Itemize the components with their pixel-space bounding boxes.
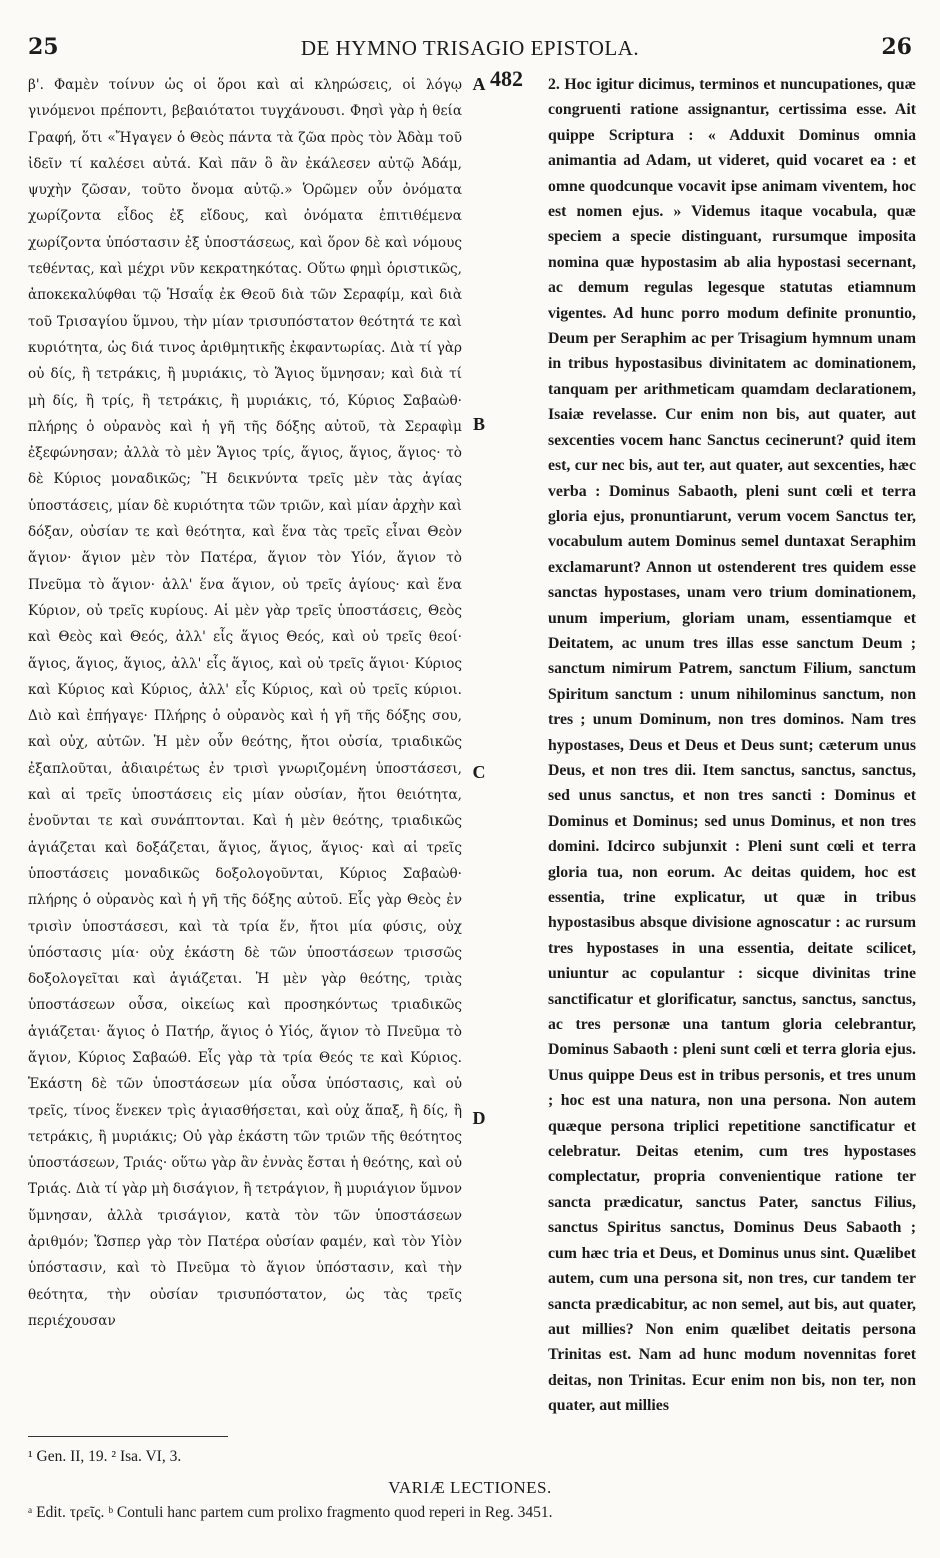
greek-column: β'. Φαμὲν τοίνυν ὡς οἱ ὅροι καὶ αἱ κληρώσεις, οἱ λόγῳ γινόμενοι πρέποντι, βεβαιότατοι τυγχάνουσι. Φησὶ γὰρ ἡ θεία Γραφή, ὅτι «Ἤγαγεν ὁ Θεὸς πάντα τὰ ζῶα πρὸς τὸν Ἀδὰμ τοῦ ἰδεῖν τί καλέσει αὐτά. Καὶ πᾶν ὃ ἂν ἐκάλεσεν αὐτῷ Ἀδάμ, ψυχὴν ζῶσαν, τοῦτο ὄνομα αὐτῷ.» Ὁρῶμεν οὖν ὀνόματα χωρίζοντα εἶδος ἐξ εἴδους, καὶ ὀνόματα ἐπιτιθέμενα χωρίζοντα ὑπόστασιν ἐξ ὑποστάσεως, καὶ ὅρον δὲ καὶ νόμους τεθέντας, καὶ μέχρι νῦν κεκρατηκότας. Οὕτω φημὶ ὁριστικῶς, ἀποκεκαλύφθαι τῷ Ἡσαΐᾳ ἐκ Θεοῦ διὰ τῶν Σεραφίμ, καὶ διὰ τοῦ Τρισαγίου ὕμνου, τὴν μίαν τρισυπόστατον θεότητά τε καὶ κυριότητα, ὡς διά τινος ἀριθμητικῆς ἐκφαντωρίας. Διὰ τί γὰρ οὐ δίς, ἢ τετράκις, ἢ μυριάκις, τὸ Ἅγιος ὕμνησαν; καὶ διὰ τί μὴ δίς, ἢ τρίς, ἢ τετράκις, ἢ μυριάκις, τό, Κύριος Σαβαὼθ· πλήρης ὁ οὐρανὸς καὶ ἡ γῆ τῆς δόξης αὐτοῦ, τὰ Σεραφὶμ ἐξεφώνησαν; ἀλλὰ τὸ μὲν Ἅγιος τρίς, ἅγιος, ἅγιος, ἅγιος· τὸ δὲ Κύριος μοναδικῶς; Ἢ δεικνύντα τρεῖς μὲν τὰς ἁγίας ὑποστάσεις, μίαν δὲ κυριότητα τῶν τριῶν, καὶ μίαν ἀρχὴν καὶ δόξαν, οὐσίαν τε καὶ θεότητα, καὶ ἕνα τὰς τρεῖς εἶναι Θεὸν ἅγιον· ἅγιον μὲν τὸν Πατέρα, ἅγιον τὸν Υἱόν, ἅγιον τὸ Πνεῦμα τὸ ἅγιον· ἀλλ' ἕνα ἅγιον, οὐ τρεῖς ἁγίους· καὶ ἕνα Κύριον, οὐ τρεῖς κυρίους. Αἱ μὲν γὰρ τρεῖς ὑποστάσεις, Θεὸς καὶ Θεὸς καὶ Θεός, ἀλλ' εἷς ἅγιος Θεός, καὶ οὐ τρεῖς θεοί· ἅγιος, ἅγιος, ἅγιος, ἀλλ' εἷς ἅγιος, καὶ οὐ τρεῖς ἅγιοι· Κύριος καὶ Κύριος καὶ Κύριος, ἀλλ' εἷς Κύριος, καὶ οὐ τρεῖς κύριοι. Διὸ καὶ ἐπήγαγε· Πλήρης ὁ οὐρανὸς καὶ ἡ γῆ τῆς δόξης σου, καὶ οὐχ, αὐτῶν. Ἡ μὲν οὖν θεότης, ἤτοι οὐσία, τριαδικῶς ἐξαπλοῦται, ἀδιαιρέτως ἐν τρισὶ γνωριζομένη ὑποστάσεσι, καὶ αἱ τρεῖς ὑποστάσεις εἰς μίαν οὐσίαν, ἤτοι θειότητα, ἑνοῦνται τε καὶ συνάπτονται. Καὶ ἡ μὲν θεότης, τριαδικῶς ἁγιάζεται καὶ δοξάζεται, ἅγιος, ἅγιος, ἅγιος· καὶ αἱ τρεῖς ὑποστάσεις μοναδικῶς δοξολογοῦνται, Κύριος Σαβαὼθ· πλήρης ὁ οὐρανὸς καὶ ἡ γῆ τῆς δόξης αὐτοῦ. Εἷς γὰρ Θεὸς ἐν τρισὶν ὑποστάσεσι, καὶ τὰ τρία ἕν, ἤτοι μία φύσις, οὐχ ὑπόστασις μία· οὐχ ἑκάστη δὲ τῶν ὑποστάσεων τρισσῶς δοξολογεῖται καὶ ἁγιάζεται. Ἡ μὲν γὰρ θεότης, τριὰς ὑποστάσεων οὖσα, οἰκείως καὶ προσηκόντως τριαδικῶς ἁγιάζεται· ἅγιος ὁ Πατήρ, ἅγιος ὁ Υἱός, ἅγιον τὸ Πνεῦμα τὸ ἅγιον, Κύριος Σαβαώθ. Εἷς γὰρ τὰ τρία Θεός τε καὶ Κύριος. Ἑκάστη δὲ τῶν ὑποστάσεων μία οὖσα ὑπόστασις, καὶ οὐ τρεῖς, τίνος ἕνεκεν τρὶς ἁγιασθήσεται, καὶ οὐχ ἅπαξ, ἢ δίς, ἢ τετράκις, ἢ μυριάκις; Οὐ γὰρ ἑκάστη τῶν τριῶν τῆς θεότητος ὑποστάσεων, Τριάς· οὕτω γὰρ ἂν ἐννὰς ἔσται ἡ θεότης, καὶ οὐ Τριάς. Διὰ τί γὰρ μὴ δισάγιον, ἢ τετράγιον, ἢ μυριάγιον ὕμνον ὕμνησαν, ἀλλὰ τρισάγιον, κατὰ τὸν τῶν ὑποστάσεων ἀριθμόν; Ὥσπερ γὰρ τὸν Πατέρα οὐσίαν φαμέν, καὶ τὸν Υἱὸν ὑπόστασιν, καὶ τὸ Πνεῦμα τὸ ἅγιον ὑπόστασιν, καὶ τὴν θεότητα, τὴν οὐσίαν τρισυπόστατον, ὡς τὰς τρεῖς περιέχουσαν (28, 77, 462, 1329)
page-number-left: 25 (28, 34, 59, 60)
latin-column (494, 72, 916, 1419)
margin-letter-c: C (472, 762, 486, 782)
margin-letter-d: D (472, 1108, 486, 1128)
margin-letter-b: B (472, 414, 485, 434)
footnote-rule (28, 1436, 228, 1437)
text-columns (28, 66, 916, 1432)
footnotes: ¹ Gen. II, 19. ² Isa. VI, 3. (28, 1448, 182, 1465)
page-number-right: 26 (881, 34, 912, 60)
running-title: DE HYMNO TRISAGIO EPISTOLA. (300, 36, 640, 60)
margin-letter-a: A (472, 74, 486, 94)
running-header (28, 34, 912, 74)
variae-lectiones-text: ᵃ Edit. τρεῖς. ᵇ Contuli hanc partem cum prolixo fragmento quod reperi in Reg. 3451. (28, 1504, 553, 1521)
column-number: 482 (490, 66, 523, 91)
latin-text: 2. Hoc igitur dicimus, terminos et nuncupationes, quæ congruenti ratione assignantur, certissima esse. Ait quippe Scriptura : « Adduxit Dominus omnia animantia ad Adam, ut videret, quid vocaret ea : et omne quodcunque vocavit ipse animam viventem, hoc est nomen ejus. » Videmus itaque vocabula, quæ speciem a specie distinguant, rursumque imposita nomina quæ hypostasim ab alia hypostasi secernant, ac demum regulas legesque statutas etiamnum vigentes. Ad hunc porro modum definite pronuntio, Deum per Seraphim ac per Trisagium hymnum unam in tribus hypostasibus divinitatem ac dominationem, tanquam per arithmeticam quamdam declarationem, Isaiæ revelasse. Cur enim non bis, aut quater, aut sexcenties vocem hanc Sanctus cecinerunt? quid item est, cur nec bis, aut ter, aut quater, aut sexcenties, hæc verba : Dominus Sabaoth, pleni sunt cœli et terra gloria ejus, pronuntiarunt, verum vocem Sanctus ter, vocabulum autem Dominus semel duntaxat Seraphim exclamarunt? Annon ut ostenderent tres quidem esse sanctas hypostases, unam vero trium dominationem, unum imperium, gloriam unam, essentiamque et Deitatem, ac unum tres illas esse sanctum Deum ; sanctum nimirum Patrem, sanctum Filium, sanctum Spiritum sanctum : unum nihilominus sanctum, non tres ; unum Dominum, non tres dominos. Nam tres hypostases, Deus et Deus et Deus sunt; cæterum unus Deus, et non tres dii. Item sanctus, sanctus, sanctus, sed unus sanctus, et non tres sancti : Dominus et Dominus et Dominus; sed unus Dominus, et non tres domini. Idcirco subjunxit : Pleni sunt cœli et terra gloria tua, non eorum. Ac deitas quidem, hoc est essentia, trine explicatur, ut quæ in tribus hypostasibus absque divisione agnoscatur : ac rursum tres hypostases in una essentia, deitate scilicet, uniuntur ac copulantur : sicque divinitas trine sanctificatur et glorificatur, sanctus, sanctus, sanctus, ac tres personæ una tantum gloria celebrantur, Dominus Sabaoth : pleni sunt cœli et terra gloria ejus. Unus quippe Deus est in tribus personis, et tres unum ; hoc est una natura, non una persona. Non autem quæque persona triplici repetitione sanctificatur et celebratur. Deitas etenim, cum tres hypostases complectatur, propria convenientique ratione ter sancta prædicatur, sanctus Pater, sanctus Filius, sanctus Spiritus sanctus, Dominus Deus Sabaoth ; cum hæc tria et Deus, et Dominus unus sint. Quælibet autem, cum una persona sit, non tres, cur tandem ter sancta prædicabitur, ac non semel, aut bis, aut quater, aut millies? Non enim quælibet deitatis persona Trinitas est. Nam ad hunc modum novennitas foret deitas, non Trinitas. Ecur enim non bis, non ter, non quater, aut millies (548, 76, 916, 1415)
variae-lectiones-title: VARIÆ LECTIONES. (388, 1478, 552, 1497)
